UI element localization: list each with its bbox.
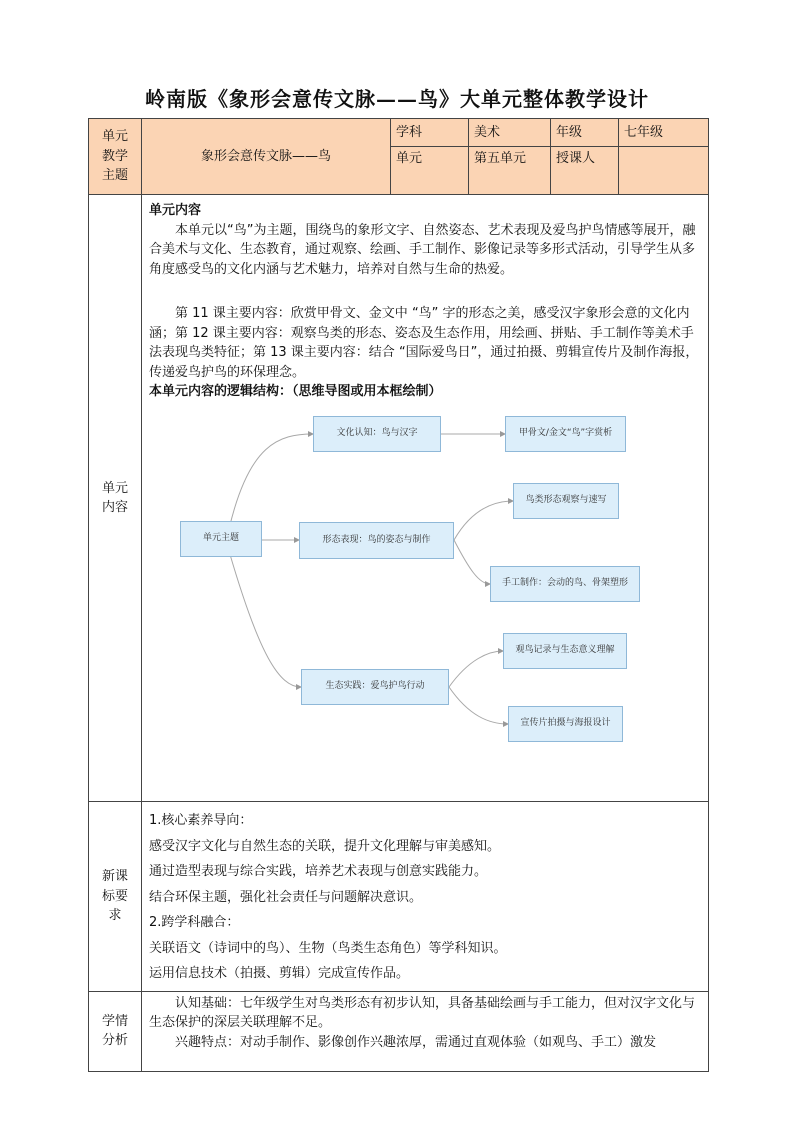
unit-content-paragraph: 本单元以“鸟”为主题，围绕鸟的象形文字、自然姿态、艺术表现及爱鸟护鸟情感等展开，融合美术与文化、生态教育，通过观察、绘画、手工制作、影像记录等多形式活动，引导学生从多角度感受鸟的文化内涵与艺术魅力，培养对自然与生命的热爱。 xyxy=(149,222,696,277)
mindmap-root-node: 单元主题 xyxy=(180,521,262,557)
grade-label: 年级 xyxy=(551,119,619,147)
unit-theme-label: 单元 教学 主题 xyxy=(89,119,142,195)
unit-content-cell xyxy=(142,195,709,802)
standards-line: 关联语文（诗词中的鸟）、生物（鸟类生态角色）等学科知识。 xyxy=(149,940,507,956)
lesson-summary-paragraph: 第 11 课主要内容：欣赏甲骨文、金文中 “鸟” 字的形态之美，感受汉字象形会意的文化内涵；第 12 课主要内容：观察鸟类的形态、姿态及生态作用，用绘画、拼贴、手工制作等美术手法表现鸟类特征；第 13 课主要内容：结合 “国际爱鸟日”，通过拍摄、剪辑宣传片及制作海报，传递爱鸟护鸟的环保理念。 xyxy=(149,306,699,380)
standards-line: 感受汉字文化与自然生态的关联，提升文化理解与审美感知。 xyxy=(149,838,501,854)
mindmap-branch-form: 形态表现：鸟的姿态与制作 xyxy=(299,522,454,559)
mindmap-leaf-poster: 宣传片拍摄与海报设计 xyxy=(508,706,623,742)
grade-value: 七年级 xyxy=(619,119,709,147)
analysis-paragraph: 兴趣特点：对动手制作、影像创作兴趣浓厚，需通过直观体验（如观鸟、手工）激发 xyxy=(175,1034,657,1050)
standards-cell xyxy=(142,802,709,992)
subject-label: 学科 xyxy=(391,119,469,147)
unit-label: 单元 xyxy=(391,147,469,195)
analysis-paragraph: 认知基础：七年级学生对鸟类形态有初步认知，具备基础绘画与手工能力，但对汉字文化与生态保护的深层关联理解不足。 xyxy=(149,995,696,1030)
mindmap-leaf-handcraft: 手工制作：会动的鸟、骨架塑形 xyxy=(490,566,640,602)
teacher-label: 授课人 xyxy=(551,147,619,195)
mindmap-leaf-sketch: 鸟类形态观察与速写 xyxy=(513,483,619,519)
standards-line: 2.跨学科融合： xyxy=(149,915,240,930)
lesson-plan-table xyxy=(88,118,709,1072)
mindmap-branch-ecology: 生态实践：爱鸟护鸟行动 xyxy=(301,669,449,705)
mindmap-leaf-birdwatch: 观鸟记录与生态意义理解 xyxy=(503,633,627,669)
structure-heading: 本单元内容的逻辑结构：（思维导图或用本框绘制） xyxy=(149,384,442,399)
mindmap-leaf-oracle-bone: 甲骨文/金文“鸟”字赏析 xyxy=(505,416,626,452)
unit-value: 第五单元 xyxy=(469,147,551,195)
subject-value: 美术 xyxy=(469,119,551,147)
standards-line: 结合环保主题，强化社会责任与问题解决意识。 xyxy=(149,889,423,905)
standards-line: 1.核心素养导向： xyxy=(149,813,253,828)
mind-map xyxy=(149,404,649,764)
teacher-value xyxy=(619,147,709,195)
standards-line: 运用信息技术（拍摄、剪辑）完成宣传作品。 xyxy=(149,966,410,981)
unit-content-heading: 单元内容 xyxy=(149,203,202,218)
document-title: 岭南版《象形会意传文脉——鸟》大单元整体教学设计 xyxy=(145,87,649,111)
unit-content-label: 单元 内容 xyxy=(89,195,142,802)
analysis-label: 学情 分析 xyxy=(89,991,142,1071)
unit-topic: 象形会意传文脉——鸟 xyxy=(142,119,391,195)
analysis-cell xyxy=(142,991,709,1071)
standards-label: 新课 标要 求 xyxy=(89,802,142,992)
standards-line: 通过造型表现与综合实践，培养艺术表现与创意实践能力。 xyxy=(149,864,488,879)
mindmap-branch-culture: 文化认知：鸟与汉字 xyxy=(313,416,441,452)
